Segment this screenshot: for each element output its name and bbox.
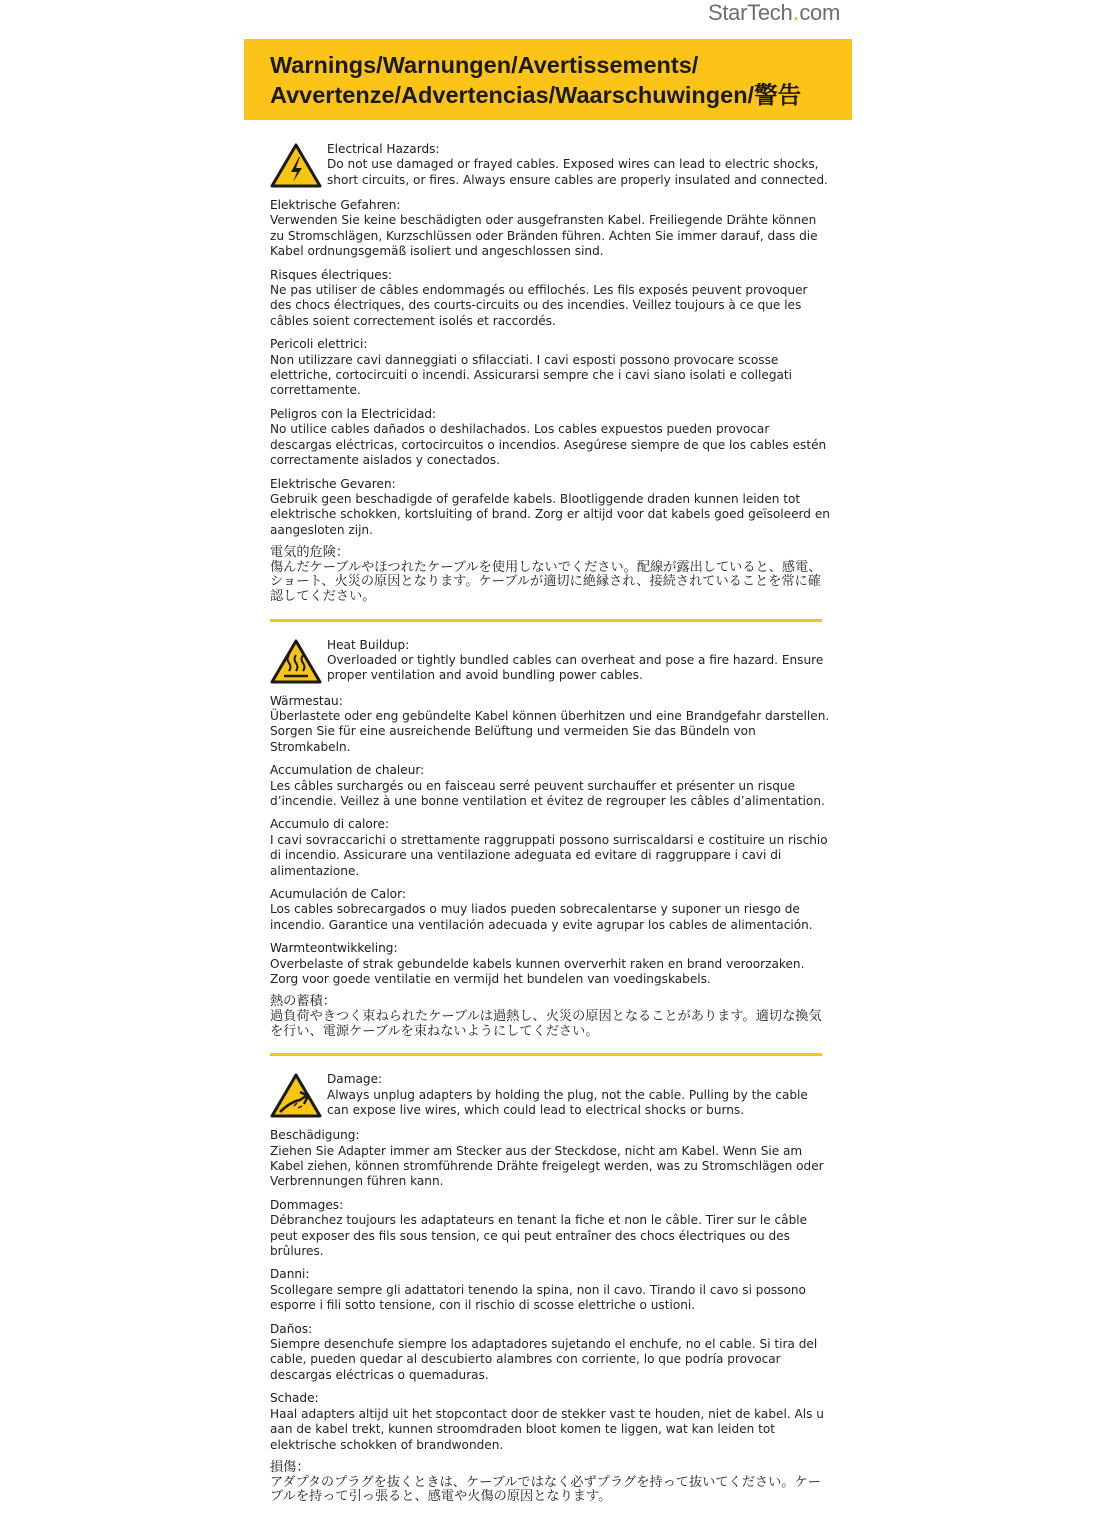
electrical-hazard-icon	[270, 142, 322, 188]
warning-title: Daños:	[270, 1321, 313, 1336]
warning-title: Wärmestau:	[270, 693, 343, 708]
warning-text: 傷んだケーブルやほつれたケーブルを使用しないでください。配線が露出していると、感電、ショート、火災の原因となります。ケーブルが適切に絶縁され、接続されていることを常に確認してください。	[270, 559, 822, 604]
warning-text: Non utilizzare cavi danneggiati o sfilacciati. I cavi esposti possono provocare scosse elettriche, cortocircuiti o incendi. Assicurarsi sempre che i cavi siano isolati e collegati correttamente.	[270, 352, 793, 398]
warnings-content	[270, 142, 830, 1513]
warning-title: Damage:	[327, 1072, 383, 1087]
banner-title-line-2: Avvertenze/Advertencias/Waarschuwingen/警告	[270, 82, 802, 108]
section-divider	[270, 1053, 822, 1056]
warning-block	[270, 1267, 830, 1313]
warning-title: Acumulación de Calor:	[270, 886, 406, 901]
warning-block	[270, 268, 830, 330]
warning-block	[270, 198, 830, 260]
warning-text: Always unplug adapters by holding the plug, not the cable. Pulling by the cable can expose live wires, which could lead to electrical shocks or burns.	[327, 1087, 808, 1117]
warning-block	[270, 638, 830, 686]
warning-text: Haal adapters altijd uit het stopcontact door de stekker vast te houden, niet de kabel. Als u aan de kabel trekt, kunnen stroomdraden bloot komen te liggen, wat kan leiden tot elektrische schokken of brandwonden.	[270, 1406, 824, 1452]
startech-logo: StarTech.com	[707, 0, 840, 26]
damage-icon	[270, 1072, 322, 1118]
warning-block	[270, 477, 830, 539]
warnings-banner	[244, 39, 852, 120]
warning-block	[270, 941, 830, 987]
warning-block	[270, 887, 830, 933]
section-divider	[270, 619, 822, 622]
warning-title: Beschädigung:	[270, 1128, 360, 1143]
warning-text: Gebruik geen beschadigde of gerafelde kabels. Blootliggende draden kunnen leiden tot elektrische schokken, kortsluiting of brand. Zorg er altijd voor dat kabels goed geïsoleerd en aangesloten zijn.	[270, 491, 830, 537]
warning-title: Pericoli elettrici:	[270, 337, 368, 352]
warning-block	[270, 1461, 830, 1505]
warning-title: 損傷：	[270, 1459, 310, 1475]
warning-block	[270, 1072, 830, 1120]
warning-title: Danni:	[270, 1267, 310, 1282]
warning-text: Do not use damaged or frayed cables. Exposed wires can lead to electric shocks, short circuits, or fires. Always ensure cables are properly insulated and connected.	[327, 157, 828, 187]
warning-title: Accumulo di calore:	[270, 817, 389, 832]
warning-title: Heat Buildup:	[327, 637, 410, 652]
warning-block	[270, 817, 830, 879]
warning-title: Peligros con la Electricidad:	[270, 406, 437, 421]
warning-title: 電気的危険：	[270, 545, 350, 561]
warning-text: Verwenden Sie keine beschädigten oder ausgefransten Kabel. Freiliegende Drähte können zu Stromschlägen, Kurzschlüssen oder Bränden führen. Achten Sie immer darauf, dass die Kabel ordnungsgemäß isoliert und angeschlossen sind.	[270, 213, 818, 259]
warning-text: Scollegare sempre gli adattatori tenendo la spina, non il cavo. Tirando il cavo si possono esporre i fili sotto tensione, con il rischio di scosse elettriche o ustioni.	[270, 1282, 806, 1313]
warning-text: Ziehen Sie Adapter immer am Stecker aus der Steckdose, nicht am Kabel. Wenn Sie am Kabel ziehen, können stromführende Drähte freigelegt werden, was zu Stromschlägen oder Verbrennungen führen kann.	[270, 1143, 824, 1189]
warning-text: 過負荷やきつく束ねられたケーブルは過熱し、火災の原因となることがあります。適切な換気を行い、電源ケーブルを束ねないようにしてください。	[270, 1009, 822, 1039]
warning-text: I cavi sovraccarichi o strettamente raggruppati possono surriscaldarsi e costituire un rischio di incendio. Assicurare una ventilazione adeguata ed evitare di raggruppare i cavi di alimentazione.	[270, 832, 828, 878]
warning-block	[270, 407, 830, 469]
warning-block	[270, 1391, 830, 1453]
warning-block	[270, 694, 830, 756]
warning-text: Les câbles surchargés ou en faisceau serré peuvent surchauffer et présenter un risque d’incendie. Veillez à une bonne ventilation et évitez de regrouper les câbles d’alimentation.	[270, 778, 825, 808]
warning-text: アダプタのプラグを抜くときは、ケーブルではなく必ずプラグを持って抜いてください。ケーブルを持って引っ張ると、感電や火傷の原因となります。	[270, 1474, 821, 1505]
warning-text: Siempre desenchufe siempre los adaptadores sujetando el enchufe, no el cable. Si tira del cable, pueden quedar al descubierto alambres con corriente, lo que podría provocar descargas eléctricas o quemaduras.	[270, 1337, 818, 1382]
warning-title: Dommages:	[270, 1197, 344, 1212]
warning-title: Risques électriques:	[270, 267, 393, 282]
warning-block	[270, 337, 830, 399]
warning-block	[270, 1128, 830, 1190]
warning-block	[270, 763, 830, 809]
warning-title: 熱の蓄積：	[270, 994, 336, 1010]
warning-text: Los cables sobrecargados o muy liados pueden sobrecalentarse y suponer un riesgo de incendio. Garantice una ventilación adecuada y evite agrupar los cables de alimentación.	[270, 902, 813, 932]
warning-title: Electrical Hazards:	[327, 142, 440, 156]
warning-block	[270, 142, 830, 190]
warning-title: Warmteontwikkeling:	[270, 941, 398, 956]
warning-text: Überlastete oder eng gebündelte Kabel können überhitzen und eine Brandgefahr darstellen. Sorgen Sie für eine ausreichende Belüftung und vermeiden Sie das Bündeln von Stromkabeln.	[270, 708, 830, 754]
warning-text: Débranchez toujours les adaptateurs en tenant la fiche et non le câble. Tirer sur le câble peut exposer des fils sous tension, ce qui peut entraîner des chocs électriques ou des brûlures.	[270, 1213, 808, 1259]
warning-block	[270, 995, 830, 1039]
banner-title-line-1: Warnings/Warnungen/Avertissements/	[270, 52, 699, 78]
warning-text: Ne pas utiliser de câbles endommagés ou effilochés. Les fils exposés peuvent provoquer des chocs électriques, des courts-circuits ou des incendies. Veillez toujours à ce que les câbles soient correctement isolés et raccordés.	[270, 283, 808, 328]
warning-block	[270, 1198, 830, 1260]
warning-title: Elektrische Gefahren:	[270, 198, 401, 212]
warning-block	[270, 1322, 830, 1384]
warning-block	[270, 546, 830, 604]
warning-text: Overloaded or tightly bundled cables can overheat and pose a fire hazard. Ensure proper ventilation and avoid bundling power cables.	[327, 652, 824, 683]
heat-buildup-icon	[270, 638, 322, 684]
warning-text: No utilice cables dañados o deshilachados. Los cables expuestos pueden provocar descargas eléctricas, cortocircuitos o incendios. Asegúrese siempre de que los cables estén correctamente aislados y conectados.	[270, 422, 827, 468]
warning-title: Accumulation de chaleur:	[270, 763, 425, 778]
warning-title: Schade:	[270, 1391, 319, 1406]
warning-title: Elektrische Gevaren:	[270, 476, 396, 491]
warning-text: Overbelaste of strak gebundelde kabels kunnen oververhit raken en brand veroorzaken. Zorg voor goede ventilatie en vermijd het bundelen van voedingskabels.	[270, 956, 805, 986]
